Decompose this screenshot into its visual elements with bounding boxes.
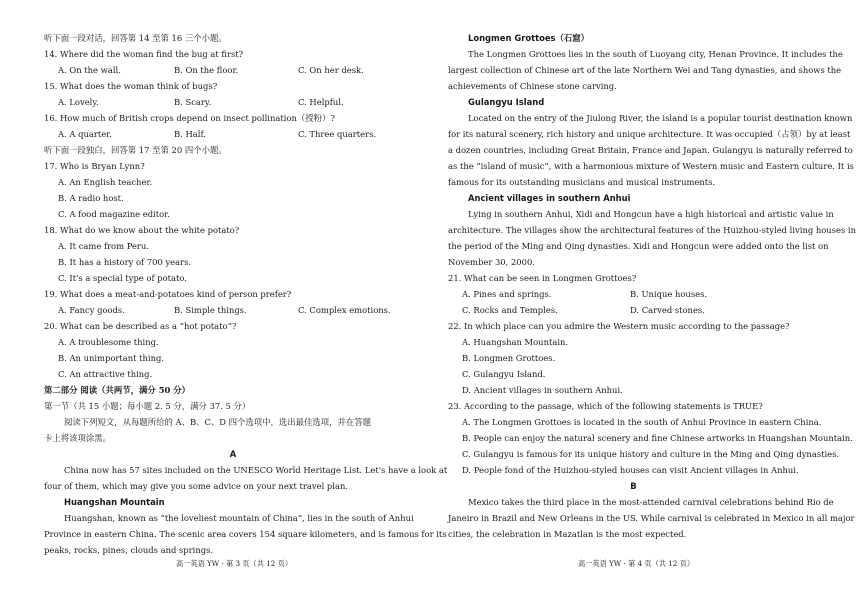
part-two-heading: 第二部分 阅读（共两节，满分 50 分）: [44, 385, 191, 395]
longmen-text-cont: achievements of Chinese stone carving.: [448, 81, 617, 91]
option-b: B. Unique houses.: [630, 289, 708, 299]
option-c: C. On her desk.: [298, 65, 364, 75]
option-a: A. It came from Peru.: [58, 241, 149, 251]
gulangyu-text-cont: as the “island of music”, with a harmonious mixture of Western music and Eastern culture. It is: [448, 161, 854, 171]
gulangyu-text-cont: for its natural scenery, rich history and unique architecture. It was occupied（占领）by at least: [448, 129, 851, 139]
option-a: A. Lovely.: [58, 97, 99, 107]
page-footer-right: 高一英语 YW · 第 4 页（共 12 页）: [578, 559, 695, 568]
passage-b-text-cont: cities, the celebration in Mazatlan is the most expected.: [448, 529, 687, 539]
longmen-text-cont: largest collection of Chinese art of the late Northern Wei and Tang dynasties, and shows the: [448, 65, 842, 75]
option-a: A. The Longmen Grottoes is located in the south of Anhui Province in eastern China.: [462, 417, 822, 427]
question-22: 22. In which place can you admire the Western music according to the passage?: [448, 321, 790, 331]
question-15: 15. What does the woman think of bugs?: [44, 81, 218, 91]
anhui-text-cont: November 30, 2000.: [448, 257, 535, 267]
option-d: D. Carved stones.: [630, 305, 705, 315]
option-c: C. Rocks and Temples.: [462, 305, 558, 315]
option-a: A. Huangshan Mountain.: [462, 337, 569, 347]
passage-b-label: B: [630, 481, 637, 491]
option-b: B. Half.: [174, 129, 206, 139]
passage-b-text: Mexico takes the third place in the most-attended carnival celebrations behind Rio de: [468, 497, 834, 507]
option-b: B. An unimportant thing.: [58, 353, 165, 363]
option-b: B. On the floor.: [174, 65, 239, 75]
left-page: [44, 30, 448, 558]
listening-instruction: 听下面一段对话，回答第 14 至第 16 三个小题。: [44, 33, 227, 43]
option-c: C. Helpful.: [298, 97, 344, 107]
passage-a-intro-cont: four of them, which may give you some advice on your next travel plan.: [44, 481, 349, 491]
option-b: B. People can enjoy the natural scenery and fine Chinese artworks in Huangshan Mountain.: [462, 433, 853, 443]
option-c: C. Complex emotions.: [298, 305, 391, 315]
option-c: C. A food magazine editor.: [58, 209, 170, 219]
question-15-options: [44, 94, 422, 110]
question-21-options: [448, 286, 819, 302]
option-c: C. Gulangyu Island.: [462, 369, 546, 379]
anhui-text: Lying in southern Anhui, Xidi and Hongcun have a high historical and artistic value in: [468, 209, 834, 219]
question-21-options: [448, 302, 819, 318]
option-c: C. Gulangyu is famous for its unique history and culture in the Ming and Qing dynasties.: [462, 449, 840, 459]
section-one-heading: 第一节（共 15 小题；每小题 2. 5 分，满分 37. 5 分）: [44, 401, 251, 411]
question-14-options: [44, 62, 422, 78]
anhui-text-cont: architecture. The villages show the architectural features of the Huizhou-styled living houses in: [448, 225, 856, 235]
option-d: D. Ancient villages in southern Anhui.: [462, 385, 623, 395]
option-d: D. People fond of the Huizhou-styled houses can visit Ancient villages in Anhui.: [462, 465, 799, 475]
question-19-options: [44, 302, 422, 318]
option-a: A. Pines and springs.: [462, 289, 552, 299]
huangshan-text: Huangshan, known as “the loveliest mountain of China”, lies in the south of Anhui: [64, 513, 414, 523]
option-c: C. It's a special type of potato.: [58, 273, 187, 283]
huangshan-heading: Huangshan Mountain: [64, 497, 165, 507]
reading-instruction: 阅读下列短文，从每题所给的 A、B、C、D 四个选项中，选出最佳选项，并在答题: [64, 417, 372, 427]
option-b: B. Scary.: [174, 97, 212, 107]
question-19: 19. What does a meat-and-potatoes kind of person prefer?: [44, 289, 292, 299]
question-20: 20. What can be described as a “hot potato”?: [44, 321, 237, 331]
huangshan-text-cont: Province in eastern China. The scenic area covers 154 square kilometers, and is famous for its: [44, 529, 447, 539]
longmen-text: The Longmen Grottoes lies in the south of Luoyang city, Henan Province. It includes the: [468, 49, 843, 59]
option-a: A. An English teacher.: [58, 177, 153, 187]
listening-instruction: 听下面一段独白，回答第 17 至第 20 四个小题。: [44, 145, 227, 155]
gulangyu-text-cont: a dozen countries, including Great Britain, France and Japan. Gulangyu is naturally referred to: [448, 145, 853, 155]
gulangyu-heading: Gulangyu Island: [468, 97, 545, 107]
question-14: 14. Where did the woman find the bug at first?: [44, 49, 244, 59]
huangshan-text-cont: peaks, rocks, pines, clouds and springs.: [44, 545, 214, 555]
option-c: C. Three quarters.: [298, 129, 377, 139]
longmen-heading: Longmen Grottoes（石窟）: [468, 33, 590, 43]
passage-b-text-cont: Janeiro in Brazil and New Orleans in the US. While carnival is celebrated in Mexico in all major: [448, 513, 855, 523]
option-b: B. Simple things.: [174, 305, 247, 315]
question-16-options: [44, 126, 422, 142]
question-21: 21. What can be seen in Longmen Grottoes?: [448, 273, 637, 283]
option-a: A. Fancy goods.: [58, 305, 125, 315]
option-a: A. A troublesome thing.: [58, 337, 159, 347]
question-17: 17. Who is Bryan Lynn?: [44, 161, 145, 171]
anhui-text-cont: the period of the Ming and Qing dynasties. Xidi and Hongcun were added onto the list on: [448, 241, 829, 251]
gulangyu-text: Located on the entry of the Jiulong River, the island is a popular tourist destination known: [468, 113, 853, 123]
question-18: 18. What do we know about the white potato?: [44, 225, 240, 235]
option-b: B. It has a history of 700 years.: [58, 257, 192, 267]
passage-a-label: A: [229, 449, 237, 459]
option-c: C. An attractive thing.: [58, 369, 153, 379]
gulangyu-text-cont: famous for its outstanding musicians and musical instruments.: [448, 177, 716, 187]
question-23: 23. According to the passage, which of the following statements is TRUE?: [448, 401, 763, 411]
right-page: [448, 30, 856, 542]
reading-instruction-cont: 卡上将该项涂黑。: [44, 433, 111, 443]
question-16: 16. How much of British crops depend on insect pollination（授粉）?: [44, 113, 335, 123]
passage-a-intro: China now has 57 sites included on the UNESCO World Heritage List. Let's have a look at: [64, 465, 448, 475]
page-footer-left: 高一英语 YW · 第 3 页（共 12 页）: [176, 559, 293, 568]
anhui-heading: Ancient villages in southern Anhui: [468, 193, 631, 203]
option-b: B. A radio host.: [58, 193, 124, 203]
option-a: A. A quarter.: [58, 129, 112, 139]
option-a: A. On the wall.: [58, 65, 121, 75]
option-b: B. Longmen Grottoes.: [462, 353, 556, 363]
